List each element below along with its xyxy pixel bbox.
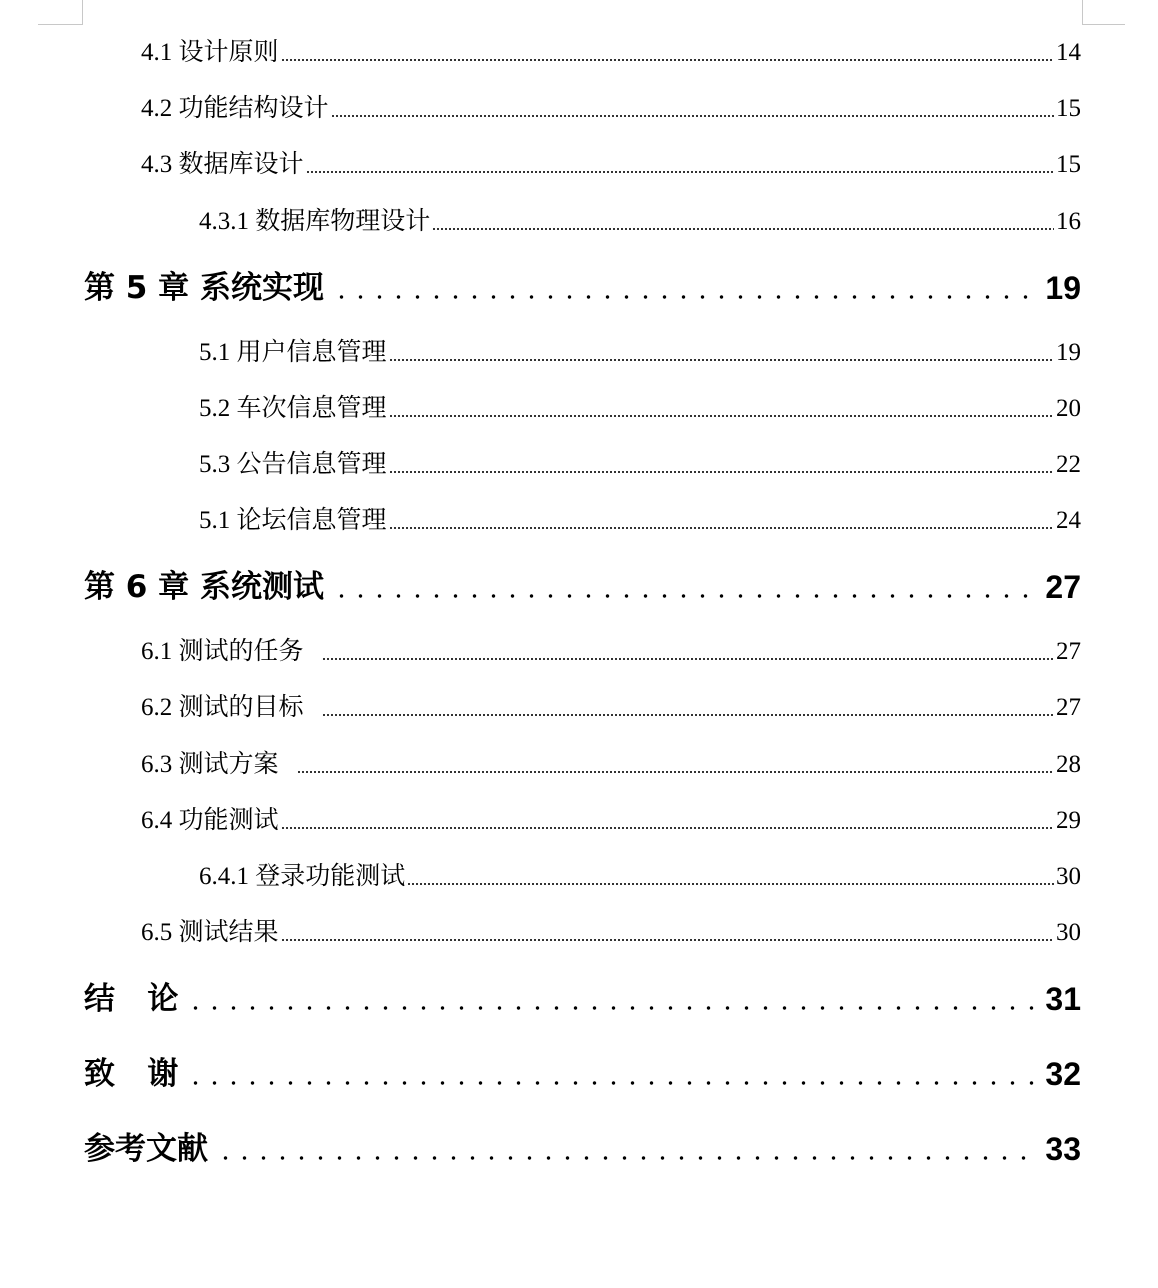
dot-leader	[329, 94, 1056, 124]
crop-mark-top-right	[1082, 0, 1125, 25]
toc-entry-title: 6.2 测试的目标	[141, 694, 304, 721]
toc-entry-5-4[interactable]	[199, 506, 1081, 536]
toc-entry-4-2[interactable]	[141, 94, 1081, 124]
toc-chapter-5[interactable]	[84, 269, 1081, 307]
dot-leader	[178, 1055, 1045, 1093]
toc-chapter-page: 27	[1045, 569, 1081, 605]
toc-entry-page: 24	[1056, 507, 1081, 534]
toc-entry-4-1[interactable]	[141, 38, 1081, 68]
toc-entry-6-5[interactable]	[141, 918, 1081, 948]
toc-entry-title: 4.2 功能结构设计	[141, 95, 329, 122]
crop-mark-top-left	[38, 0, 83, 25]
toc-entry-page: 28	[1056, 751, 1081, 778]
dot-leader	[279, 806, 1056, 836]
toc-entry-title: 6.1 测试的任务	[141, 638, 304, 665]
dot-leader	[387, 506, 1056, 536]
toc-chapter-page: 19	[1045, 270, 1081, 306]
toc-entry-4-3[interactable]	[141, 150, 1081, 180]
dot-leader	[320, 693, 1056, 723]
toc-entry-title: 5.2 车次信息管理	[199, 395, 387, 422]
toc-entry-title: 6.4.1 登录功能测试	[199, 863, 406, 890]
toc-chapter-title: 结 论	[84, 981, 179, 1017]
toc-entry-page: 15	[1056, 95, 1081, 122]
toc-entry-5-1[interactable]	[199, 338, 1081, 368]
toc-entry-page: 20	[1056, 395, 1081, 422]
toc-chapter-page: 31	[1045, 981, 1081, 1017]
toc-chapter-title: 第 6 章 系统测试	[84, 569, 324, 605]
dot-leader	[279, 918, 1056, 948]
toc-entry-page: 30	[1056, 919, 1081, 946]
dot-leader	[405, 862, 1056, 892]
toc-chapter-page: 33	[1045, 1131, 1081, 1167]
toc-conclusion[interactable]	[84, 980, 1081, 1018]
toc-entry-4-3-1[interactable]	[199, 207, 1081, 237]
toc-entry-title: 6.5 测试结果	[141, 919, 279, 946]
toc-entry-title: 5.3 公告信息管理	[199, 451, 387, 478]
dot-leader	[304, 150, 1056, 180]
toc-entry-page: 22	[1056, 451, 1081, 478]
toc-entry-title: 6.4 功能测试	[141, 807, 279, 834]
toc-entry-6-4[interactable]	[141, 806, 1081, 836]
toc-entry-title: 4.3.1 数据库物理设计	[199, 208, 431, 235]
toc-entry-page: 15	[1056, 151, 1081, 178]
toc-chapter-page: 32	[1045, 1056, 1081, 1092]
toc-entry-title: 5.1 用户信息管理	[199, 339, 387, 366]
toc-references[interactable]	[84, 1130, 1081, 1168]
toc-entry-page: 27	[1056, 638, 1081, 665]
toc-entry-5-3[interactable]	[199, 450, 1081, 480]
toc-entry-5-2[interactable]	[199, 394, 1081, 424]
toc-chapter-6[interactable]	[84, 568, 1081, 606]
toc-chapter-title: 参考文献	[84, 1131, 208, 1167]
dot-leader	[387, 450, 1056, 480]
toc-entry-page: 30	[1056, 863, 1081, 890]
dot-leader	[208, 1130, 1045, 1168]
toc-entry-page: 14	[1056, 39, 1081, 66]
toc-entry-title: 6.3 测试方案	[141, 751, 279, 778]
dot-leader	[295, 750, 1056, 780]
toc-entry-6-3[interactable]	[141, 750, 1081, 780]
toc-chapter-title: 第 5 章 系统实现	[84, 270, 324, 306]
toc-entry-title: 4.3 数据库设计	[141, 151, 304, 178]
dot-leader	[324, 568, 1045, 606]
toc-entry-6-2[interactable]	[141, 693, 1081, 723]
dot-leader	[178, 980, 1045, 1018]
dot-leader	[279, 38, 1056, 68]
dot-leader	[387, 394, 1056, 424]
dot-leader	[387, 338, 1056, 368]
toc-chapter-title: 致 谢	[84, 1056, 179, 1092]
toc-entry-page: 27	[1056, 694, 1081, 721]
toc-acknowledgements[interactable]	[84, 1055, 1081, 1093]
toc-entry-title: 5.1 论坛信息管理	[199, 507, 387, 534]
toc-entry-page: 29	[1056, 807, 1081, 834]
dot-leader	[430, 207, 1056, 237]
toc-entry-page: 16	[1056, 208, 1081, 235]
dot-leader	[324, 269, 1045, 307]
dot-leader	[320, 637, 1056, 667]
toc-entry-6-1[interactable]	[141, 637, 1081, 667]
toc-entry-title: 4.1 设计原则	[141, 39, 279, 66]
toc-entry-page: 19	[1056, 339, 1081, 366]
toc-entry-6-4-1[interactable]	[199, 862, 1081, 892]
